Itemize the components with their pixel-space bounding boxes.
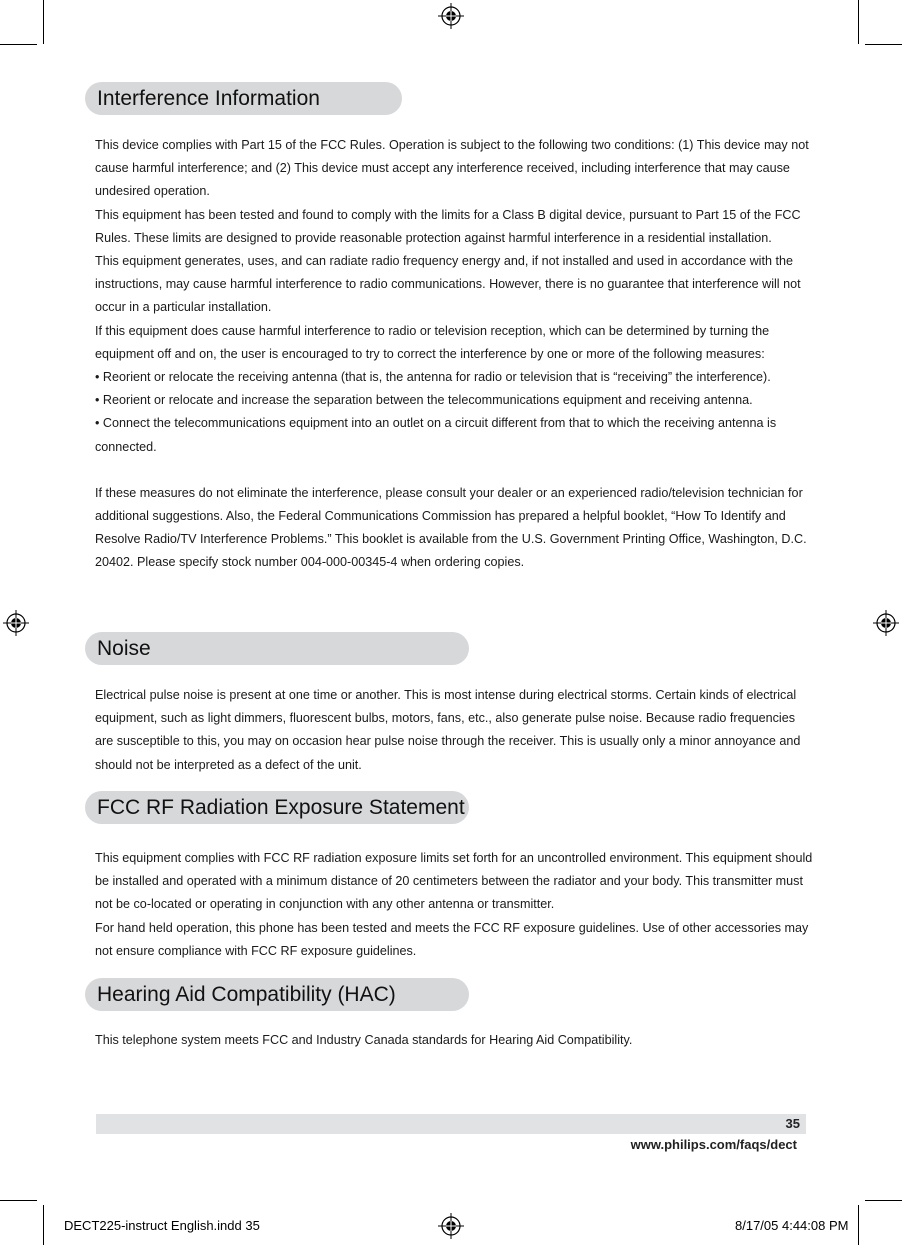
section-heading-fcc-rf: FCC RF Radiation Exposure Statement	[85, 791, 469, 824]
paragraph: Electrical pulse noise is present at one time or another. This is most intense during electrical storms. Certain kinds of electrical equipment, such as light dimmers, fluorescent bulbs, motors, fans, etc., also generate pulse noise. Because radio frequencies are susceptible to this, you may on occasion hear pulse noise through the receiver. This is usually only a minor annoyance and should not be interpreted as a defect of the unit.	[95, 688, 801, 772]
bullet-item: • Reorient or relocate and increase the separation between the telecommunications equipment and receiving antenna.	[95, 393, 753, 408]
slug-filename: DECT225-instruct English.indd 35	[64, 1218, 260, 1233]
paragraph: If these measures do not eliminate the interference, please consult your dealer or an experienced radio/television technician for additional suggestions. Also, the Federal Communications Commission has prepared a helpful booklet, “How To Identify and Resolve Radio/TV Interference Problems.” This booklet is available from the U.S. Government Printing Office, Washington, D.C. 20402. Please specify stock number 004-000-00345-4 when ordering copies.	[95, 485, 807, 570]
section-heading-interference: Interference Information	[85, 82, 402, 115]
crop-mark	[43, 0, 44, 44]
crop-mark	[858, 0, 859, 44]
crop-mark	[0, 1200, 37, 1201]
crop-mark	[865, 44, 902, 45]
footer-url: www.philips.com/faqs/dect	[630, 1137, 797, 1152]
page-number: 35	[785, 1116, 800, 1131]
bullet-item: • Connect the telecommunications equipment into an outlet on a circuit different from that to which the receiving antenna is connected.	[95, 416, 777, 454]
section-heading-hac: Hearing Aid Compatibility (HAC)	[85, 978, 469, 1011]
interference-body	[95, 134, 815, 575]
crop-mark	[865, 1200, 902, 1201]
bullet-item: • Reorient or relocate the receiving antenna (that is, the antenna for radio or television that is “receiving” the interference).	[95, 370, 771, 385]
crop-mark	[43, 1205, 44, 1245]
registration-mark-icon	[3, 610, 29, 636]
paragraph: This device complies with Part 15 of the FCC Rules. Operation is subject to the following two conditions: (1) This device may not cause harmful interference; and (2) This device must accept any interference received, including interference that may cause undesired operation.	[95, 138, 809, 199]
registration-mark-icon	[438, 3, 464, 29]
crop-mark	[858, 1205, 859, 1245]
section-heading-noise: Noise	[85, 632, 469, 665]
paragraph: This telephone system meets FCC and Industry Canada standards for Hearing Aid Compatibility.	[95, 1033, 633, 1047]
paragraph: This equipment generates, uses, and can radiate radio frequency energy and, if not installed and used in accordance with the instructions, may cause harmful interference to radio communications. However, there is no guarantee that interference will not occur in a particular installation.	[95, 254, 801, 315]
hac-body	[95, 1029, 815, 1052]
registration-mark-icon	[873, 610, 899, 636]
registration-mark-icon	[438, 1213, 464, 1239]
paragraph: This equipment complies with FCC RF radiation exposure limits set forth for an uncontrolled environment. This equipment should be installed and operated with a minimum distance of 20 centimeters between the radiator and your body. This transmitter must not be co-located or operating in conjunction with any other antenna or transmitter.	[95, 851, 813, 912]
crop-mark	[0, 44, 37, 45]
paragraph: For hand held operation, this phone has been tested and meets the FCC RF exposure guidelines. Use of other accessories may not ensure compliance with FCC RF exposure guidelines.	[95, 920, 809, 958]
paragraph: This equipment has been tested and found to comply with the limits for a Class B digital device, pursuant to Part 15 of the FCC Rules. These limits are designed to provide reasonable protection against harmful interference in a residential installation.	[95, 207, 801, 245]
slug-timestamp: 8/17/05 4:44:08 PM	[735, 1218, 849, 1233]
noise-body	[95, 684, 815, 777]
paragraph: If this equipment does cause harmful interference to radio or television reception, which can be determined by turning the equipment off and on, the user is encouraged to try to correct the interference by one or more of the following measures:	[95, 323, 770, 361]
footer-bar	[96, 1114, 806, 1134]
fcc-rf-body	[95, 847, 815, 963]
